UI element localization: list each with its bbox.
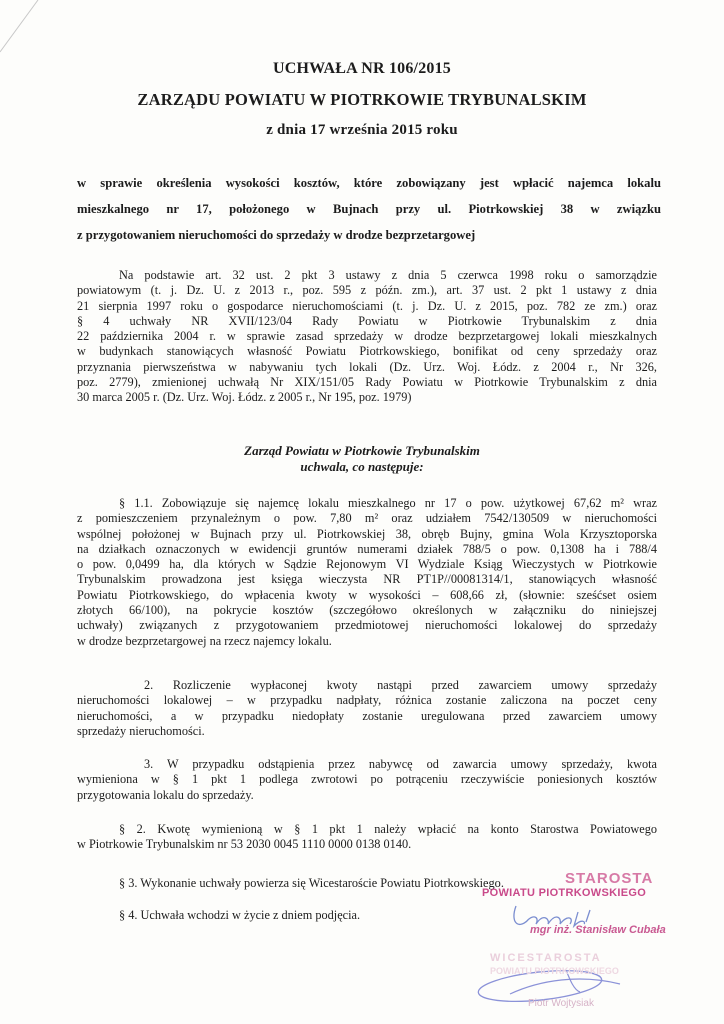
text-line: w drodze bezprzetargowej na rzecz najemcy lokalu. (77, 633, 332, 648)
text-line: złotych 66/100), na pokrycie kosztów (szczegółowo określonych w załączniku do niniejszej (77, 603, 657, 618)
stamp-signer: mgr inż. Stanisław Cubała (530, 924, 666, 936)
stamp-role: STAROSTA (565, 870, 654, 887)
text-line: 21 sierpnia 1997 roku o gospodarce nieruchomościami (t. j. Dz. U. z 2015, poz. 782 ze zm.) oraz (77, 298, 657, 313)
subject-line: mieszkalnego nr 17, położonego w Bujnach przy ul. Piotrkowskiej 38 w związku (77, 202, 661, 216)
text-line: w budynkach stanowiących własność Powiatu Piotrkowskiego, bonifikat od ceny sprzedaży oraz (77, 344, 657, 359)
resolution-body: ZARZĄDU POWIATU W PIOTRKOWIE TRYBUNALSKIM (137, 90, 587, 109)
resolution-date: z dnia 17 września 2015 roku (266, 122, 458, 138)
text-line: § 4 uchwały NR XVII/123/04 Rady Powiatu w Piotrkowie Trybunalskim z dnia (77, 313, 657, 328)
subject-line: w sprawie określenia wysokości kosztów, które zobowiązany jest wpłacić najemca lokalu (77, 176, 661, 190)
formula-line: Zarząd Powiatu w Piotrkowie Trybunalskim (244, 443, 480, 458)
legal-basis (77, 268, 657, 406)
text-line: poz. 2779), zmienionej uchwałą Nr XIX/151/05 Rady Powiatu w Piotrkowie Trybunalskim z dnia (77, 375, 657, 390)
text-line: powiatowym (t. j. Dz. U. z 2013 r., poz. 595 z późn. zm.), art. 37 ust. 2 pkt 1 ustawy z dnia (77, 283, 657, 298)
text-line: Powiatu Piotrkowskiego, do wpłacenia kwoty w wysokości – 608,66 zł, (słownie: sześćset osiem (77, 587, 657, 602)
text-line: Trybunalskim prowadzona jest księga wieczysta NR PT1P//00081314/1, stanowiących własność (77, 572, 657, 587)
text-line: na działkach oznaczonych w ewidencji gruntów numerami działek 788/5 o pow. 0,1308 ha i 788/4 (77, 541, 657, 556)
text-line: 30 marca 2005 r. (Dz. Urz. Woj. Łódz. z 2005 r., Nr 195, poz. 1979) (77, 390, 412, 405)
signature-stamp (470, 862, 695, 1012)
text-line: 22 października 2004 r. w sprawie zasad sprzedaży w drodze bezprzetargowej lokali mieszkalnych (77, 329, 657, 344)
section-1-paragraph-3 (77, 757, 657, 803)
stamp-office: POWIATU PIOTRKOWSKIEGO (482, 887, 647, 899)
scan-corner-mark (0, 0, 80, 60)
text-line: uchwały) związanych z przygotowaniem przedmiotowej nieruchomości lokalowej do sprzedaży (77, 618, 657, 633)
text-line: § 3. Wykonanie uchwały powierza się Wicestaroście Powiatu Piotrkowskiego. (119, 876, 504, 890)
resolution-formula (0, 443, 724, 475)
formula-line: uchwala, co następuje: (300, 459, 424, 474)
section-1-paragraph-1 (77, 496, 657, 649)
text-line: § 1.1. Zobowiązuje się najemcę lokalu mieszkalnego nr 17 o pow. użytkowej 67,62 m² wraz (119, 496, 657, 510)
text-line: wspólnej położonej w Bujnach przy ul. Piotrkowskiej 38, obręb Bujny, gmina Wola Krzysztoporska (77, 526, 657, 541)
section-1-paragraph-2 (77, 678, 657, 739)
subject-line: z przygotowaniem nieruchomości do sprzedaży w drodze bezprzetargowej (77, 228, 476, 242)
text-line: wymieniona w § 1 pkt 1 podlega zwrotowi po potrąceniu rzeczywiście poniesionych kosztów (77, 772, 657, 787)
text-line: 2. Rozliczenie wypłaconej kwoty nastąpi przed zawarciem umowy sprzedaży (144, 678, 657, 692)
text-line: o pow. 0,0499 ha, dla których w Sądzie Rejonowym VI Wydziale Ksiąg Wieczystych w Piotrkowie (77, 557, 657, 572)
stamp-signer-faint: Piotr Wojtysiak (528, 998, 594, 1009)
text-line: przygotowania lokalu do sprzedaży. (77, 787, 254, 802)
text-line: sprzedaży nieruchomości. (77, 723, 205, 738)
stamp-office-faint: POWIATU PIOTRKOWSKIEGO (490, 966, 619, 976)
resolution-subject (77, 170, 661, 248)
text-line: Na podstawie art. 32 ust. 2 pkt 3 ustawy z dnia 5 czerwca 1998 roku o samorządzie (119, 268, 657, 282)
section-2 (77, 822, 657, 853)
text-line: z pomieszczeniem przynależnym o pow. 7,80 m² oraz udziałem 7542/130509 w nieruchomości (77, 511, 657, 526)
text-line: 3. W przypadku odstąpienia przez nabywcę od zawarcia umowy sprzedaży, kwota (144, 757, 657, 771)
text-line: nieruchomości lokalowej – w przypadku nadpłaty, różnica zostanie zaliczona na poczet ceny (77, 693, 657, 708)
text-line: § 2. Kwotę wymienioną w § 1 pkt 1 należy wpłacić na konto Starostwa Powiatowego (119, 822, 657, 836)
text-line: § 4. Uchwała wchodzi w życie z dniem podjęcia. (119, 908, 361, 922)
stamp-role-faint: WICESTAROSTA (490, 952, 602, 964)
text-line: przyznania pierwszeństwa w nabywaniu tych lokali (Dz. Urz. Woj. Łódz. z 2004 r., Nr 326, (77, 359, 657, 374)
resolution-title: UCHWAŁA NR 106/2015 (272, 60, 452, 77)
text-line: nieruchomości, a w przypadku niedopłaty zostanie uregulowana przed zawarciem umowy (77, 708, 657, 723)
text-line: w Piotrkowie Trybunalskim nr 53 2030 0045 1110 0000 0138 0140. (77, 837, 412, 852)
